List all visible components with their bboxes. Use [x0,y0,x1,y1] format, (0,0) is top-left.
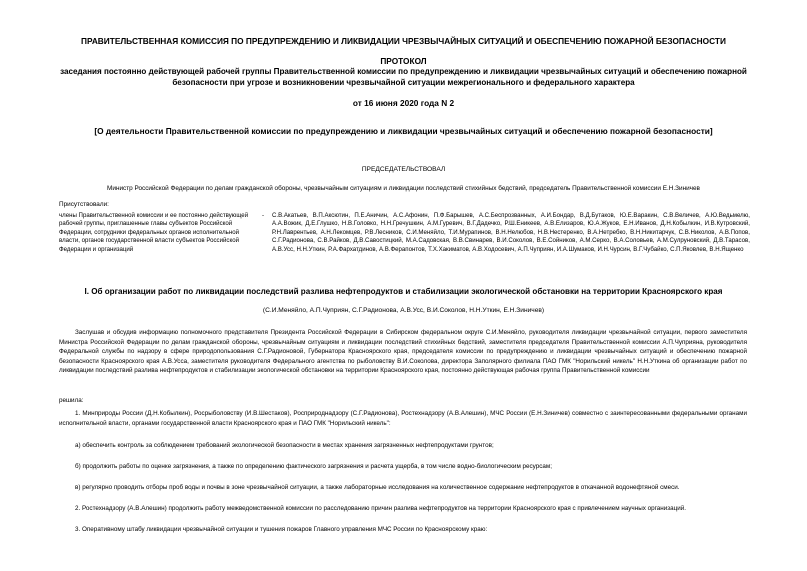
decision-item-2: 2. Ростехнадзору (А.В.Алешин) продолжить работу межведомственной комиссии по расследованию причин разлива нефтепродуктов на территории Красноярского края с привлечением научных организаций. [75,505,687,512]
protocol-subtitle: заседания постоянно действующей рабочей группы Правительственной комиссии по предупреждению и ликвидации чрезвычайных ситуаций и обеспечению пожарной безопасности при угрозе и возникновении чрезвычайной ситуации межрегионального и федерального характера [60,67,747,87]
organization-heading: ПРАВИТЕЛЬСТВЕННАЯ КОМИССИЯ ПО ПРЕДУПРЕЖДЕНИЮ И ЛИКВИДАЦИИ ЧРЕЗВЫЧАЙНЫХ СИТУАЦИЙ И ОБЕСПЕЧЕНИЮ ПОЖАРНОЙ БЕЗОПАСНОСТИ [81,36,726,46]
section-intro: Заслушав и обсудив информацию полномочного представителя Президента Российской Федерации в Сибирском федеральном округе С.И.Меняйло, руководителя ликвидации чрезвычайной ситуации, первого заместителя Министра Российской Федерации по делам гражданской обороны, чрезвычайным ситуациям и ликвидации последствий стихийных бедствий, заместителя председателя Правительственной комиссии А.П.Чуприяна, руководителя Федеральной службы по надзору в сфере природопользования С.Г.Радионовой, Губернатора Красноярского края, председателя комиссии по предупреждению и ликвидации чрезвычайных ситуаций и обеспечению пожарной безопасности Красноярского края А.В.Усса, заместителя руководителя Федерального агентства по рыболовству В.И.Соколова, директора Заполярного филиала ПАО ГМК "Норильский никель" Н.Н.Уткина об организации работ по ликвидации последствий разлива нефтепродуктов и стабилизации экологической обстановки на территории Красноярского края, постоянно действующая рабочая группа Правительственной комиссии [59,329,747,375]
chair-person: Министр Российской Федерации по делам гражданской обороны, чрезвычайным ситуациям и ликвидации последствий стихийных бедствий, председатель Правительственной комиссии Е.Н.Зиничев [107,185,700,192]
decision-item-1a: а) обеспечить контроль за соблюдением требований экологической безопасности в местах хранения загрязненных нефтепродуктами грунтов; [75,442,494,449]
section-speakers: (С.И.Меняйло, А.П.Чуприян, С.Г.Радионова, А.В.Усс, В.И.Соколов, Н.Н.Уткин, Е.Н.Зиничев) [262,307,545,314]
section-title: I. Об организации работ по ликвидации последствий разлива нефтепродуктов и стабилизации экологической обстановки на территории Красноярского края [84,287,723,296]
decision-item-1b: б) продолжить работы по оценке загрязнения, а также по определению фактического загрязнения и расчета ущерба, в том числе водно-биологическим ресурсам; [75,463,552,470]
protocol-title: ПРОТОКОЛ [380,56,427,66]
attendees-dash: - [262,212,265,219]
decision-item-1: 1. Минприроды России (Д.Н.Кобылкин), Росрыболовству (И.В.Шестаков), Росприроднадзору (С.Г.Радионова), Ростехнадзору (А.В.Алешин), МЧС России (Е.Н.Зиничев) совместно с заинтересованными федеральными органами исполнительной власти, органами государственной власти Красноярского края и ПАО ГМК "Норильский никель": [59,410,747,427]
attendees-list: С.В.Акатьев, В.П.Аксютин, П.Е.Аничин, А.С.Афонин, П.Ф.Барышев, А.С.Беспрозванных, А.И.Бондар, В.Д.Бутаков, Ю.Е.Варакин, С.В.Величев, А.Ю.Ведьмелю, А.А.Вожик, Д.Е.Глушко, Н.В.Головко, Н.Н.Гречушкин, А.М.Гуревич, В.Г.Дадечко, Р.Ш.Еникеев, А.В.Елизаров, Ю.А.Жуков, Е.Н.Иванов, Д.Н.Кобылкин, И.В.Кутровский, Р.Н.Лаврентьев, А.Н.Лекомцев, Р.В.Лесников, С.И.Меняйло, Т.И.Мурапинов, В.Н.Нелюбов, Н.В.Нестеренко, В.А.Нетребко, В.Н.Никитарчук, С.В.Николов, А.В.Попов, С.Г.Радионова, С.В.Райков, Д.В.Савостицкий, М.А.Садовская, В.В.Свинарев, В.И.Соколов, В.Е.Сойников, А.М.Серко, В.А.Соловьев, А.М.Сулруновский, Д.В.Тарасов, А.В.Усс, Н.Н.Уткин, Р.А.Фархатдинов, А.В.Ферапонтов, Т.Х.Хакиматов, А.В.Ходосевич, А.П.Чуприян, И.А.Шумаков, И.Н.Чурсин, В.Г.Чубайко, С.П.Яковлев, В.Н.Ященко [272,212,750,253]
attendees-label: Присутствовали: [59,201,109,208]
chair-heading: ПРЕДСЕДАТЕЛЬСТВОВАЛ [361,166,446,173]
attendees-description: члены Правительственной комиссии и ее постоянно действующей рабочей группы, приглашенные главы субъектов Российской Федерации, сотрудники федеральных органов исполнительной власти, органов государственной власти субъектов Российской Федерации и организаций [59,212,249,253]
decided-label: решила: [59,397,84,404]
protocol-date: от 16 июня 2020 года N 2 [352,98,455,108]
protocol-topic: [О деятельности Правительственной комиссии по предупреждению и ликвидации чрезвычайных ситуаций и обеспечению пожарной безопасности] [94,126,713,136]
decision-item-3: 3. Оперативному штабу ликвидации чрезвычайной ситуации и тушения пожаров Главного управления МЧС России по Красноярскому краю: [75,526,488,533]
decision-item-1c: в) регулярно проводить отборы проб воды и почвы в зоне чрезвычайной ситуации, а также лабораторные исследования на количественное содержание нефтепродуктов в откачанной водонефтяной смеси. [75,484,680,491]
